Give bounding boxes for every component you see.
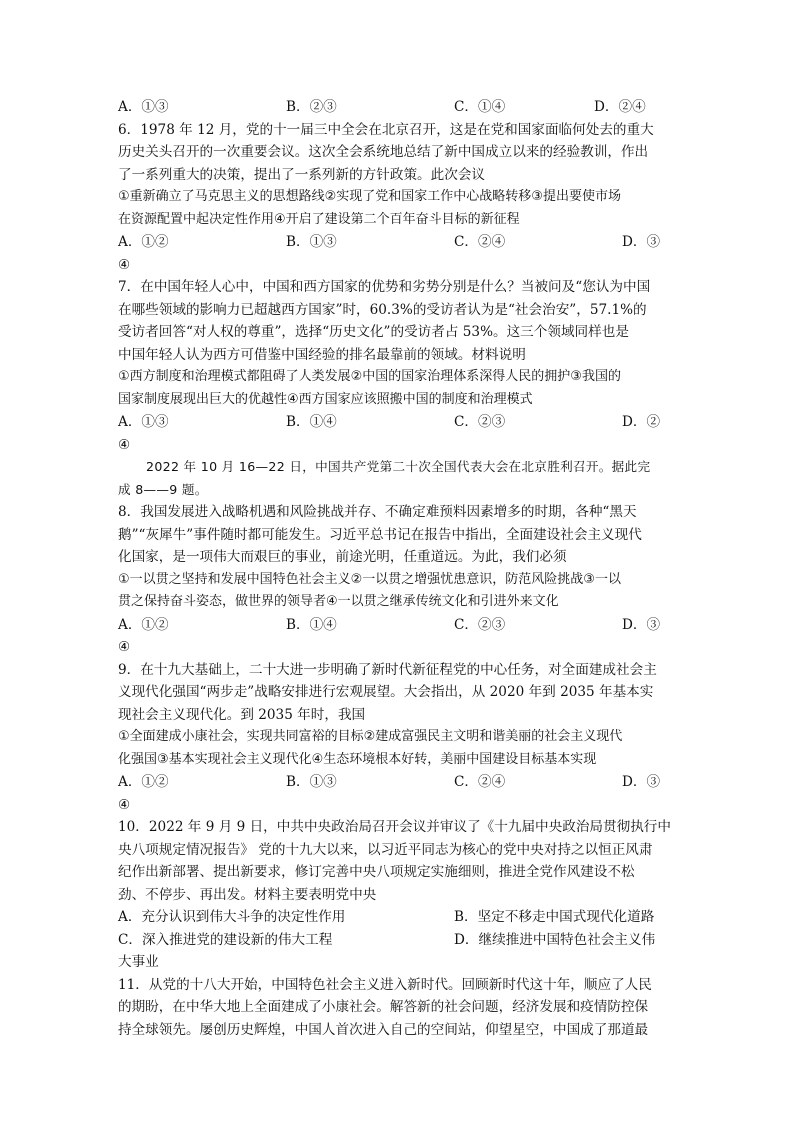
q9-option-b[interactable]: B．①③ — [286, 774, 337, 790]
q8-option-d-wrap: ④ — [118, 639, 131, 655]
q10-option-c[interactable]: C．深入推进党的建设新的伟大工程 — [118, 931, 333, 948]
q11-stem-line: 持全球领先。屡创历史辉煌，中国人首次进入自己的空间站，仰望星空，中国成了那道最 — [118, 1021, 649, 1038]
q9-statement-line: 化强国③基本实现社会主义现代化④生态环境根本好转，美丽中国建设目标基本实现 — [118, 751, 597, 767]
q8-stem-line: 化国家，是一项伟大而艰巨的事业，前途光明，任重道远。为此，我们必须 — [118, 549, 567, 565]
q7-statement-line: ①西方制度和治理模式都阻碍了人类发展②中国的国家治理体系深得人民的拥护③我国的 — [118, 369, 621, 384]
q10-options-row-2 — [118, 929, 678, 952]
q10-option-a[interactable]: A．充分认识到伟大斗争的决定性作用 — [118, 909, 346, 925]
q7-statement-line: 国家制度展现出巨大的优越性④西方国家应该照搬中国的制度和治理模式 — [118, 391, 533, 407]
question-7 — [118, 276, 678, 456]
q5-option-c[interactable]: C．①④ — [454, 99, 506, 115]
q6-options — [118, 231, 678, 254]
q5-option-d[interactable]: D．②④ — [594, 99, 646, 115]
q7-stem-line: 7．在中国年轻人心中，中国和西方国家的优势和劣势分别是什么？当被问及“您认为中国 — [118, 279, 651, 295]
question-11 — [118, 974, 678, 1042]
q8-statement-line: ①一以贯之坚持和发展中国特色社会主义②一以贯之增强忧患意识，防范风险挑战③一以 — [118, 571, 621, 587]
question-10 — [118, 816, 678, 974]
q9-option-d-wrap: ④ — [118, 796, 131, 813]
q9-stem-line: 9．在十九大基础上，二十大进一步明确了新时代新征程党的中心任务，对全面建成社会主 — [118, 661, 657, 678]
q6-option-d[interactable]: D．③ — [622, 234, 661, 250]
q7-options — [118, 411, 678, 434]
question-8 — [118, 501, 678, 659]
q6-option-a[interactable]: A．①② — [118, 234, 169, 250]
q6-statement-line: ①重新确立了马克思主义的思想路线②实现了党和国家工作中心战略转移③提出要使市场 — [118, 189, 621, 204]
q10-stem-line: 纪作出新部署、提出新要求，修订完善中央八项规定实施细则，推进全党作风建设不松 — [118, 864, 635, 880]
q10-stem-line: 央八项规定情况报告》 党的十九大以来，以习近平同志为核心的党中央对持之以恒正风肃 — [118, 841, 653, 858]
q10-options-row-1 — [118, 906, 678, 929]
q7-option-a[interactable]: A．①③ — [118, 414, 169, 430]
q11-stem-line: 的期盼，在中华大地上全面建成了小康社会。解答新的社会问题，经济发展和疫情防控保 — [118, 999, 649, 1015]
q5-option-a[interactable]: A．①③ — [118, 99, 169, 115]
q8-option-d[interactable]: D．③ — [622, 616, 661, 633]
q10-option-d-wrap: 大事业 — [118, 954, 159, 970]
q6-stem-line: 了一系列重大的决策，提出了一系列新的方针政策。此次会议 — [118, 166, 486, 183]
q8-statement-line: 贯之保持奋斗姿态，做世界的领导者④一以贯之继承传统文化和引进外来文化 — [118, 594, 559, 609]
q6-stem-line: 6．1978 年 12 月，党的十一届三中全会在北京召开，这是在党和国家面临何处去的重大 — [118, 121, 654, 138]
q8-option-b[interactable]: B．①④ — [286, 616, 337, 633]
q8-option-a[interactable]: A．①② — [118, 616, 169, 633]
question-6 — [118, 119, 678, 277]
q6-option-d-wrap: ④ — [118, 256, 131, 273]
q9-options — [118, 771, 678, 794]
q10-stem-line: 劲、不停步、再出发。材料主要表明党中央 — [118, 886, 377, 903]
q6-stem-line: 历史关头召开的一次重要会议。这次全会系统地总结了新中国成立以来的经验教训，作出 — [118, 144, 649, 160]
q9-option-a[interactable]: A．①② — [118, 774, 169, 790]
q7-option-d-wrap: ④ — [118, 436, 131, 453]
q9-stem-line: 义现代化强国“两步走”战略安排进行宏观展望。大会指出，从 2020 年到 2035 年基本实 — [118, 684, 654, 700]
q10-option-b[interactable]: B．坚定不移走中国式现代化道路 — [454, 909, 655, 925]
intro-line: 2022 年 10 月 16—22 日，中国共产党第二十次全国代表大会在北京胜利召开。据此完 — [146, 459, 651, 474]
intro-line: 成 8——9 题。 — [118, 481, 208, 497]
material-intro-8-9 — [118, 456, 678, 501]
q9-option-c[interactable]: C．②④ — [454, 774, 506, 790]
q7-stem-line: 在哪些领域的影响力已超越西方国家”时，60.3%的受访者认为是“社会治安”，57.1%的 — [118, 301, 647, 318]
q8-options — [118, 614, 678, 637]
exam-page — [118, 96, 678, 1041]
q8-option-c[interactable]: C．②③ — [454, 616, 506, 633]
q7-option-b[interactable]: B．①④ — [286, 414, 337, 430]
q9-statement-line: ①全面建成小康社会，实现共同富裕的目标②建成富强民主文明和谐美丽的社会主义现代 — [118, 729, 623, 744]
q7-option-c[interactable]: C．②③ — [454, 414, 506, 430]
q7-stem-line: 受访者回答“对人权的尊重”，选择“历史文化”的受访者占 53%。这三个领域同样也是 — [118, 324, 629, 340]
q11-stem-line: 11．从党的十八大开始，中国特色社会主义进入新时代。回顾新时代这十年，顺应了人民 — [118, 976, 652, 993]
q6-option-c[interactable]: C．②④ — [454, 234, 506, 250]
q5-options — [118, 96, 678, 119]
q5-option-b[interactable]: B．②③ — [286, 99, 337, 115]
q10-option-d[interactable]: D．继续推进中国特色社会主义伟 — [454, 931, 656, 948]
q6-statement-line: 在资源配置中起决定性作用④开启了建设第二个百年奋斗目标的新征程 — [118, 211, 520, 227]
question-9 — [118, 659, 678, 817]
q9-stem-line: 现社会主义现代化。到 2035 年时，我国 — [118, 706, 366, 723]
q6-option-b[interactable]: B．①③ — [286, 234, 337, 250]
q7-option-d[interactable]: D．② — [622, 414, 661, 430]
q7-stem-line: 中国年轻人认为西方可借鉴中国经验的排名最靠前的领域。材料说明 — [118, 346, 526, 363]
q9-option-d[interactable]: D．③ — [622, 774, 661, 790]
q10-stem-line: 10．2022 年 9 月 9 日，中共中央政治局召开会议并审议了《十九届中央政治局贯彻执行中 — [118, 819, 671, 835]
q8-stem-line: 8．我国发展进入战略机遇和风险挑战并存、不确定难预料因素增多的时期，各种“黑天 — [118, 504, 637, 520]
q8-stem-line: 鹅”“灰犀牛”事件随时都可能发生。习近平总书记在报告中指出，全面建设社会主义现代 — [118, 526, 642, 543]
